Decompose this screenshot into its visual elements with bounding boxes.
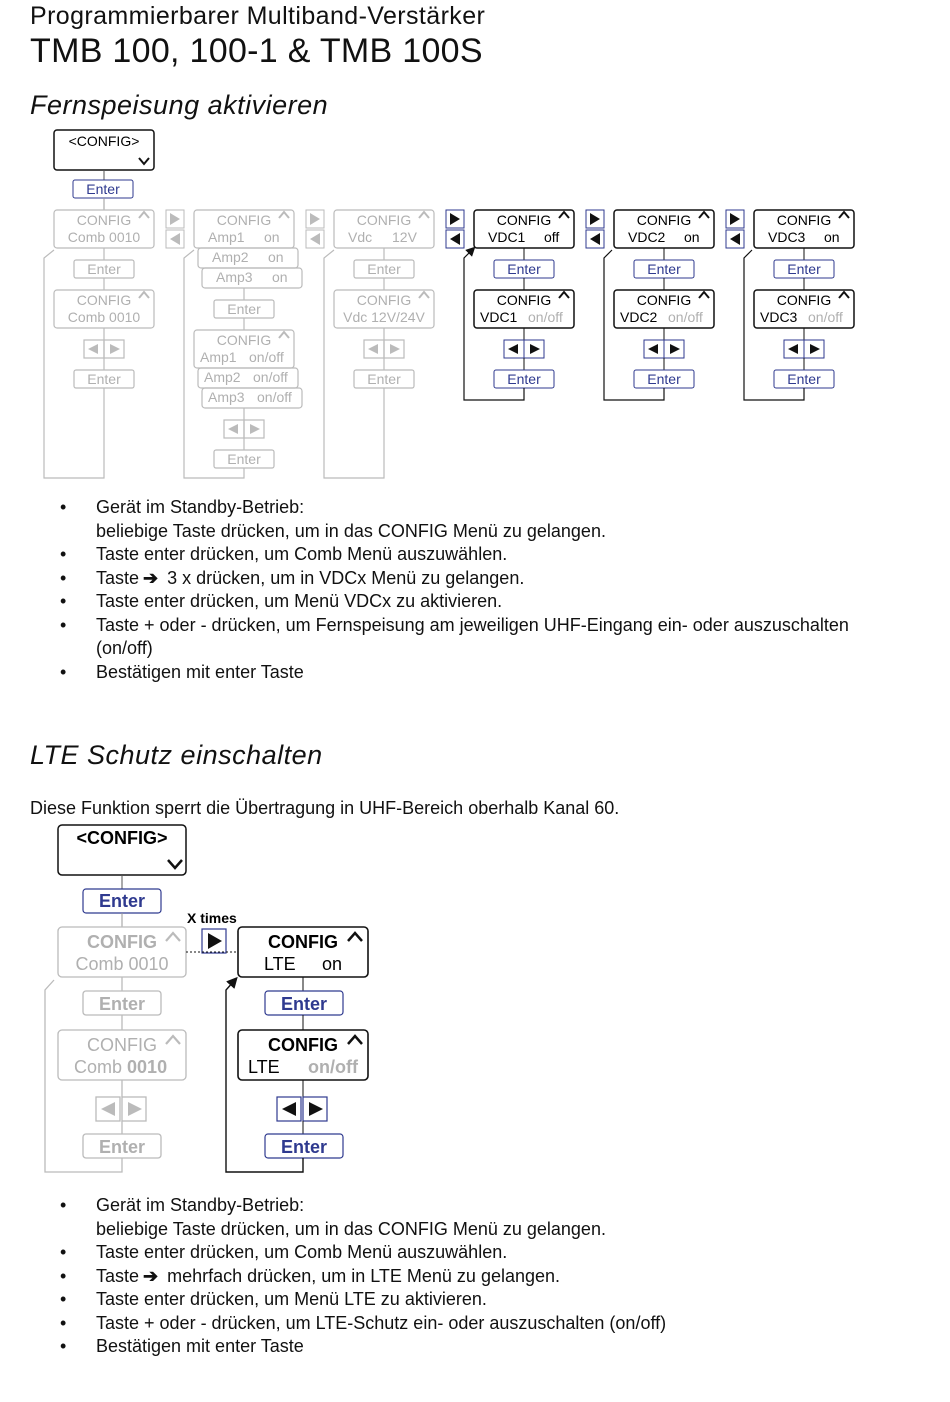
caret-up-icon bbox=[559, 212, 569, 218]
svg-text:Enter: Enter bbox=[227, 451, 261, 467]
steps-list-fernspeisung bbox=[60, 496, 920, 684]
svg-text:Comb 0010: Comb 0010 bbox=[67, 229, 141, 245]
svg-text:on: on bbox=[322, 954, 343, 974]
config-menu-label: <CONFIG> bbox=[68, 133, 140, 149]
svg-text:on: on bbox=[824, 229, 840, 245]
svg-text:CONFIG: CONFIG bbox=[356, 292, 412, 308]
list-item: • Gerät im Standby-Betrieb: beliebige Taste drücken, um in das CONFIG Menü zu gelangen. bbox=[60, 1194, 920, 1241]
svg-text:on/off: on/off bbox=[253, 369, 288, 385]
svg-text:on/off: on/off bbox=[808, 309, 843, 325]
list-item: • Bestätigen mit enter Taste bbox=[60, 1335, 920, 1359]
list-item: • Taste + oder - drücken, um Fernspeisung am jeweiligen UHF-Eingang ein- oder auszuschalten (on/off) bbox=[60, 614, 920, 661]
svg-text:Enter: Enter bbox=[98, 994, 146, 1014]
svg-text:CONFIG: CONFIG bbox=[76, 212, 132, 228]
svg-text:LTE: LTE bbox=[248, 1057, 280, 1077]
svg-text:CONFIG: CONFIG bbox=[268, 932, 338, 952]
enter-label: Enter bbox=[86, 181, 120, 197]
svg-text:CONFIG: CONFIG bbox=[76, 292, 132, 308]
svg-text:Enter: Enter bbox=[367, 371, 401, 387]
svg-text:on/off: on/off bbox=[249, 349, 284, 365]
svg-text:Amp1: Amp1 bbox=[200, 349, 237, 365]
list-item: • Gerät im Standby-Betrieb: beliebige Taste drücken, um in das CONFIG Menü zu gelangen. bbox=[60, 496, 920, 543]
svg-text:Enter: Enter bbox=[647, 371, 681, 387]
document-title: TMB 100, 100-1 & TMB 100S bbox=[30, 32, 483, 70]
svg-text:Comb 0010: Comb 0010 bbox=[75, 954, 169, 974]
svg-text:CONFIG: CONFIG bbox=[356, 212, 412, 228]
document-subtitle: Programmierbarer Multiband-Verstärker bbox=[30, 2, 486, 30]
svg-text:Amp2: Amp2 bbox=[204, 369, 241, 385]
svg-text:Comb 0010: Comb 0010 bbox=[67, 309, 141, 325]
svg-text:Enter: Enter bbox=[87, 371, 121, 387]
svg-text:CONFIG: CONFIG bbox=[216, 212, 272, 228]
svg-text:<CONFIG>: <CONFIG> bbox=[76, 828, 168, 848]
caret-up-icon bbox=[699, 212, 709, 218]
svg-text:on: on bbox=[264, 229, 280, 245]
svg-text:VDC3: VDC3 bbox=[760, 309, 798, 325]
svg-text:VDC1: VDC1 bbox=[488, 229, 526, 245]
svg-text:Enter: Enter bbox=[280, 994, 328, 1014]
svg-text:CONFIG: CONFIG bbox=[268, 1035, 338, 1055]
nav-arrows-2 bbox=[586, 210, 604, 248]
svg-text:CONFIG: CONFIG bbox=[496, 212, 552, 228]
list-item: • Taste enter drücken, um Comb Menü auszuwählen. bbox=[60, 1241, 920, 1265]
svg-text:Enter: Enter bbox=[98, 1137, 146, 1157]
list-item: • Bestätigen mit enter Taste bbox=[60, 661, 920, 685]
svg-text:VDC1: VDC1 bbox=[480, 309, 518, 325]
lte-diagram bbox=[0, 815, 950, 1185]
svg-text:Enter: Enter bbox=[787, 371, 821, 387]
nav-arrows-3 bbox=[726, 210, 744, 248]
vdc-columns bbox=[0, 0, 950, 490]
section-heading-fernspeisung: Fernspeisung aktivieren bbox=[30, 90, 329, 120]
nav-arrows-1 bbox=[446, 210, 464, 248]
svg-text:on/off: on/off bbox=[257, 389, 292, 405]
lte-intro-text: Diese Funktion sperrt die Übertragung in UHF-Bereich oberhalb Kanal 60. bbox=[30, 798, 620, 818]
svg-text:Enter: Enter bbox=[507, 261, 541, 277]
arrow-right-icon bbox=[208, 933, 222, 949]
list-item: • Taste enter drücken, um Comb Menü auszuwählen. bbox=[60, 543, 920, 567]
arrow-right-icon: ➔ bbox=[143, 567, 159, 588]
steps-list-lte bbox=[60, 1194, 920, 1359]
svg-text:CONFIG: CONFIG bbox=[87, 932, 157, 952]
list-item: • Taste ➔ mehrfach drücken, um in LTE Menü zu gelangen. bbox=[60, 1265, 920, 1289]
svg-text:on: on bbox=[272, 269, 288, 285]
section-heading-lte: LTE Schutz einschalten bbox=[30, 740, 323, 770]
svg-text:VDC2: VDC2 bbox=[620, 309, 658, 325]
svg-text:on/off: on/off bbox=[308, 1057, 358, 1077]
chevron-down-icon bbox=[168, 860, 182, 868]
svg-text:CONFIG: CONFIG bbox=[776, 212, 832, 228]
svg-text:on/off: on/off bbox=[528, 309, 563, 325]
svg-text:on: on bbox=[268, 249, 284, 265]
svg-text:Enter: Enter bbox=[280, 1137, 328, 1157]
svg-text:Enter: Enter bbox=[647, 261, 681, 277]
svg-text:Amp1: Amp1 bbox=[208, 229, 245, 245]
svg-text:CONFIG: CONFIG bbox=[216, 332, 272, 348]
list-item: • Taste enter drücken, um Menü LTE zu aktivieren. bbox=[60, 1288, 920, 1312]
svg-text:Vdc 12V/24V: Vdc 12V/24V bbox=[343, 309, 425, 325]
svg-text:Amp3: Amp3 bbox=[208, 389, 245, 405]
svg-text:Enter: Enter bbox=[507, 371, 541, 387]
svg-text:Enter: Enter bbox=[87, 261, 121, 277]
svg-text:Amp3: Amp3 bbox=[216, 269, 253, 285]
arrow-right-icon: ➔ bbox=[143, 1265, 159, 1286]
svg-text:CONFIG: CONFIG bbox=[496, 292, 552, 308]
svg-text:Vdc: Vdc bbox=[348, 229, 373, 245]
vdc3-column bbox=[744, 210, 854, 400]
svg-text:Comb 0010: Comb 0010 bbox=[74, 1057, 168, 1077]
list-item: • Taste ➔ 3 x drücken, um in VDCx Menü zu gelangen. bbox=[60, 567, 920, 591]
svg-text:Enter: Enter bbox=[787, 261, 821, 277]
svg-text:CONFIG: CONFIG bbox=[636, 212, 692, 228]
svg-text:Enter: Enter bbox=[367, 261, 401, 277]
svg-text:VDC2: VDC2 bbox=[628, 229, 666, 245]
svg-text:CONFIG: CONFIG bbox=[776, 292, 832, 308]
svg-text:Amp2: Amp2 bbox=[212, 249, 249, 265]
vdc1-column bbox=[464, 210, 574, 400]
list-item: • Taste + oder - drücken, um LTE-Schutz ein- oder auszuschalten (on/off) bbox=[60, 1312, 920, 1336]
caret-up-icon bbox=[839, 212, 849, 218]
svg-text:CONFIG: CONFIG bbox=[636, 292, 692, 308]
svg-text:on/off: on/off bbox=[668, 309, 703, 325]
svg-text:12V: 12V bbox=[392, 229, 417, 245]
svg-text:off: off bbox=[544, 229, 560, 245]
caret-up-icon bbox=[348, 933, 362, 941]
svg-text:VDC3: VDC3 bbox=[768, 229, 806, 245]
svg-text:Enter: Enter bbox=[98, 891, 146, 911]
svg-text:LTE: LTE bbox=[264, 954, 296, 974]
vdc2-column bbox=[604, 210, 714, 400]
svg-text:on: on bbox=[684, 229, 700, 245]
x-times-label: X times bbox=[187, 910, 237, 926]
svg-text:Enter: Enter bbox=[227, 301, 261, 317]
svg-text:CONFIG: CONFIG bbox=[87, 1035, 157, 1055]
list-item: • Taste enter drücken, um Menü VDCx zu aktivieren. bbox=[60, 590, 920, 614]
